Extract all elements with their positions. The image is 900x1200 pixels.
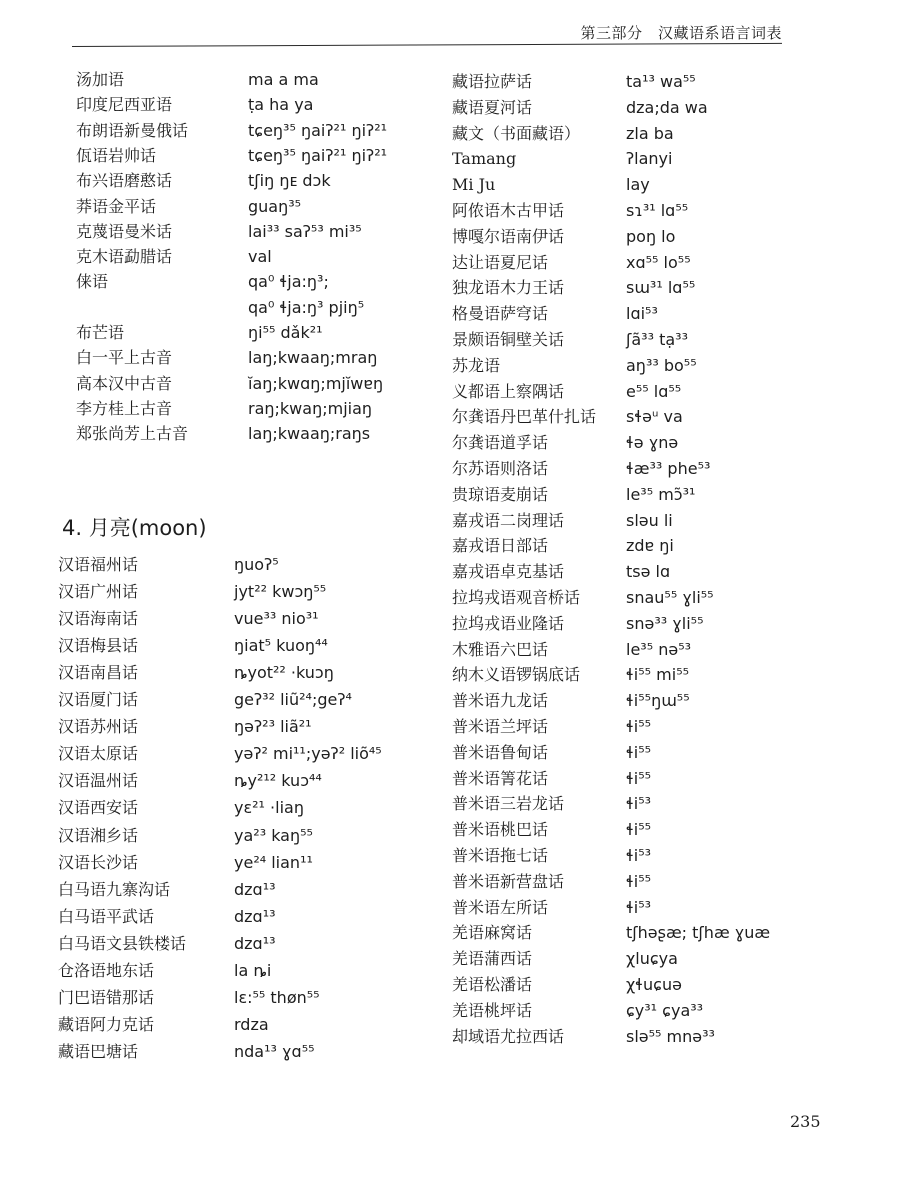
language-name: 阿侬语木古甲话: [452, 201, 565, 220]
word-form: χluɕya: [626, 949, 678, 969]
word-form: yəʔ² mi¹¹;yəʔ² liõ⁴⁵: [234, 744, 382, 764]
language-name: 汉语福州话: [58, 555, 139, 574]
word-form: tʃhəʂæ; tʃhæ ɣuæ: [626, 923, 771, 943]
word-form: ɬi⁵⁵: [626, 742, 652, 762]
language-name: 汉语梅县话: [58, 636, 139, 656]
language-name: 白马语平武话: [58, 906, 155, 926]
word-form: lai³³ saʔ⁵³ mi³⁵: [248, 221, 362, 241]
word-form: ɬi⁵⁵: [626, 871, 652, 891]
word-form: nda¹³ ɣɑ⁵⁵: [234, 1041, 315, 1061]
word-form: ɬi⁵³: [626, 897, 652, 917]
word-form: sɯ³¹ lɑ⁵⁵: [626, 278, 696, 298]
language-name: 普米语新营盘话: [452, 871, 565, 891]
language-name: 汉语苏州话: [58, 717, 139, 737]
language-name: 汉语厦门话: [58, 690, 139, 710]
word-form: dzɑ¹³: [234, 906, 276, 926]
language-name: 尔龚语道孚话: [452, 433, 549, 453]
language-name: 贵琼语麦崩话: [452, 484, 549, 504]
language-name: 木雅语六巴话: [452, 639, 549, 659]
language-name: 克木语勐腊话: [76, 247, 173, 267]
language-name: 汉语海南话: [58, 609, 139, 629]
page-number: 235: [790, 1112, 821, 1131]
word-form: yɛ²¹ ·liaŋ: [234, 798, 304, 818]
language-name: 布兴语磨憨话: [76, 171, 173, 191]
language-name: 仓洛语地东话: [58, 960, 155, 980]
word-form: lɑi⁵³: [626, 304, 658, 324]
language-name: 苏龙语: [452, 355, 501, 375]
language-name: 汉语南昌话: [58, 663, 139, 683]
word-form: zla ba: [626, 123, 674, 143]
word-form: sləu li: [626, 510, 673, 530]
word-form: ĭaŋ;kwɑŋ;mjĭwɐŋ: [248, 373, 384, 393]
word-form: la ȵi: [234, 960, 272, 980]
word-form: ɬi⁵⁵: [626, 717, 652, 736]
word-form: dza;da wa: [626, 97, 708, 117]
language-name: 普米语兰坪话: [452, 717, 549, 736]
language-name: 嘉戎语卓克基话: [452, 562, 565, 582]
language-name: 独龙语木力王话: [452, 278, 565, 298]
word-form: e⁵⁵ lɑ⁵⁵: [626, 381, 682, 401]
word-form: aŋ³³ bo⁵⁵: [626, 355, 697, 375]
word-form: zdɐ ŋi: [626, 536, 674, 556]
word-form: sɬəᵘ va: [626, 407, 683, 427]
language-name: 羌语蒲西话: [452, 949, 533, 969]
word-form: ŋəʔ²³ liã²¹: [234, 717, 312, 737]
word-form: tʃiŋ ŋᴇ dɔk: [248, 171, 331, 191]
word-form: ɬi⁵⁵ŋɯ⁵⁵: [626, 691, 690, 711]
word-form: le³⁵ nə⁵³: [626, 639, 692, 659]
language-name: 普米语三岩龙话: [452, 794, 565, 814]
language-name: 羌语松潘话: [452, 975, 533, 994]
word-form: lɛ:⁵⁵ thøn⁵⁵: [234, 987, 320, 1007]
word-form: rdza: [234, 1014, 269, 1034]
word-form: geʔ³² liũ²⁴;geʔ⁴: [234, 690, 352, 710]
language-name: 汉语太原话: [58, 744, 139, 764]
word-form: ŋiat⁵ kuoŋ⁴⁴: [234, 636, 328, 656]
language-name: 景颇语铜壁关话: [452, 330, 565, 349]
language-name: 汉语广州话: [58, 582, 139, 602]
language-name: 汉语温州话: [58, 771, 139, 791]
word-form: ɬi⁵⁵: [626, 820, 652, 840]
language-name: 高本汉中古音: [76, 373, 173, 393]
word-form: ya²³ kaŋ⁵⁵: [234, 825, 313, 845]
section-heading: 4. 月亮(moon): [62, 516, 207, 540]
language-name: 藏语阿力克话: [58, 1014, 155, 1034]
language-name: 俫语: [76, 272, 109, 292]
language-name: 佤语岩帅话: [76, 145, 157, 165]
word-form: tɕeŋ³⁵ ŋaiʔ²¹ ŋiʔ²¹: [248, 120, 388, 140]
word-form: snau⁵⁵ ɣli⁵⁵: [626, 588, 714, 607]
language-name: Tamang: [452, 149, 517, 169]
language-name: 李方桂上古音: [76, 398, 173, 418]
word-form: ȵyot²² ·kuɔŋ: [234, 663, 334, 683]
word-form: raŋ;kwaŋ;mjiaŋ: [248, 398, 373, 418]
word-form: le³⁵ mɔ̃³¹: [626, 484, 696, 504]
word-form: tsə lɑ: [626, 562, 671, 582]
language-name: 格曼语萨穹话: [452, 304, 549, 324]
word-form: ɬi⁵⁵ mi⁵⁵: [626, 665, 690, 685]
language-name: 布芒语: [76, 323, 125, 342]
word-form: lay: [626, 175, 650, 195]
language-name: 普米语鲁甸话: [452, 742, 549, 762]
word-form: ȵy²¹² kuɔ⁴⁴: [234, 771, 322, 791]
language-name: 纳木义语锣锅底话: [452, 665, 581, 685]
word-form: ŋuoʔ⁵: [234, 555, 279, 574]
word-form: ɬə ɣnə: [626, 433, 679, 453]
language-name: 汉语西安话: [58, 798, 139, 818]
word-form: ṭa ha ya: [248, 95, 314, 115]
language-name: 义都语上察隅话: [452, 381, 565, 401]
word-form: ye²⁴ lian¹¹: [234, 852, 313, 872]
language-name: 藏语巴塘话: [58, 1041, 139, 1061]
language-name: 藏语夏河话: [452, 97, 533, 117]
language-name: 拉坞戎语观音桥话: [452, 588, 581, 607]
word-form: val: [248, 247, 272, 267]
language-name: 普米语九龙话: [452, 691, 549, 711]
word-form: laŋ;kwaaŋ;raŋs: [248, 424, 371, 444]
word-form: qa⁰ ɬja:ŋ³;: [248, 272, 329, 292]
language-name: 郑张尚芳上古音: [76, 424, 189, 444]
word-form: qa⁰ ɬja:ŋ³ pjiŋ⁵: [248, 297, 365, 317]
language-name: 拉坞戎语业隆话: [452, 613, 565, 633]
word-form: jyt²² kwɔŋ⁵⁵: [234, 582, 327, 602]
word-form: guaŋ³⁵: [248, 196, 302, 216]
language-name: 普米语桃巴话: [452, 820, 549, 840]
language-name: 白一平上古音: [76, 348, 173, 368]
language-name: 嘉戎语日部话: [452, 536, 549, 556]
word-form: ta¹³ wa⁵⁵: [626, 72, 696, 91]
word-form: ʃã³³ tạ³³: [626, 330, 688, 349]
language-name: 普米语箐花话: [452, 768, 549, 788]
word-form: ɕy³¹ ɕya³³: [626, 1000, 704, 1020]
language-name: 尔苏语则洛话: [452, 459, 549, 478]
word-form: ɬi⁵⁵: [626, 768, 652, 788]
language-name: 达让语夏尼话: [452, 252, 549, 272]
word-form: ɬi⁵³: [626, 846, 652, 865]
word-form: χɬuɕuə: [626, 975, 682, 994]
language-name: 克蔑语曼米话: [76, 221, 173, 241]
language-name: Mi Ju: [452, 175, 496, 195]
word-form: ɬi⁵³: [626, 794, 652, 814]
language-name: 羌语麻窝话: [452, 923, 533, 943]
word-form: tɕeŋ³⁵ ŋaiʔ²¹ ŋiʔ²¹: [248, 145, 388, 165]
word-form: xɑ⁵⁵ lo⁵⁵: [626, 252, 691, 272]
header-rule: [72, 43, 782, 47]
word-form: ma a ma: [248, 70, 319, 89]
language-name: 白马语九寨沟话: [58, 879, 171, 899]
language-name: 布朗语新曼俄话: [76, 120, 189, 140]
word-form: vue³³ nio³¹: [234, 609, 319, 629]
language-name: 尔龚语丹巴革什扎话: [452, 407, 597, 427]
language-name: 普米语左所话: [452, 897, 549, 917]
language-name: 莽语金平话: [76, 196, 157, 216]
language-name: 门巴语错那话: [58, 987, 155, 1007]
language-name: 印度尼西亚语: [76, 95, 173, 115]
language-name: 汉语湘乡话: [58, 825, 139, 845]
language-name: 普米语拖七话: [452, 846, 549, 865]
word-form: dzɑ¹³: [234, 879, 276, 899]
word-form: ɬæ³³ phe⁵³: [626, 459, 711, 478]
word-form: poŋ lo: [626, 226, 676, 246]
language-name: 羌语桃坪话: [452, 1000, 533, 1020]
word-form: slə⁵⁵ mnə³³: [626, 1026, 715, 1046]
word-form: ʔlanyi: [626, 149, 673, 169]
language-name: 藏语拉萨话: [452, 72, 533, 91]
language-name: 白马语文县铁楼话: [58, 933, 187, 953]
word-form: laŋ;kwaaŋ;mraŋ: [248, 348, 378, 368]
running-header: 第三部分 汉藏语系语言词表: [580, 24, 782, 42]
language-name: 却域语尤拉西话: [452, 1026, 565, 1046]
word-form: sɿ³¹ lɑ⁵⁵: [626, 201, 689, 220]
language-name: 汤加语: [76, 70, 125, 89]
language-name: 汉语长沙话: [58, 852, 139, 872]
word-form: dzɑ¹³: [234, 933, 276, 953]
word-form: snə³³ ɣli⁵⁵: [626, 613, 704, 633]
language-name: 嘉戎语二岗理话: [452, 510, 565, 530]
language-name: 藏文（书面藏语）: [452, 123, 581, 143]
language-name: 博嘎尔语南伊话: [452, 226, 565, 246]
word-form: ŋi⁵⁵ dǎk²¹: [248, 323, 323, 342]
